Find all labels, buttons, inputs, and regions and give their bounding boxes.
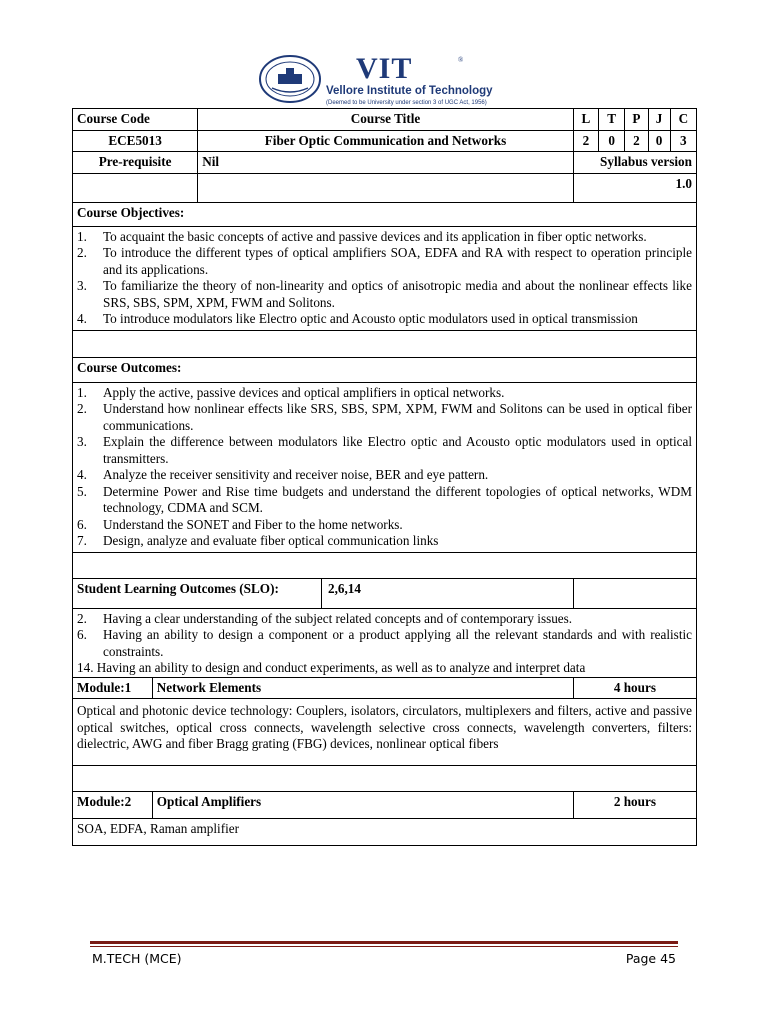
module2-title: Optical Amplifiers (152, 791, 573, 818)
item-text: Determine Power and Rise time budgets and understand the different topologies of optical networks, WDM technology, CDMA and SCM. (103, 483, 692, 515)
item-number: 14. (77, 660, 94, 675)
outcomes-list (77, 385, 692, 550)
item-text: To introduce the different types of optical amplifiers SOA, EDFA and RA with respect to operation principle and its applications. (103, 245, 692, 277)
list-item (77, 533, 692, 550)
empty-cell (73, 552, 697, 578)
list-item (77, 611, 692, 628)
module2-hours: 2 hours (573, 791, 696, 818)
spacer-row (73, 330, 697, 357)
item-text: To acquaint the basic concepts of active and passive devices and its application in fiber optic networks. (103, 228, 647, 244)
list-item (77, 484, 692, 517)
item-text: Analyze the receiver sensitivity and receiver noise, BER and eye pattern. (103, 467, 489, 482)
item-number: 5. (77, 483, 87, 499)
course-code: ECE5013 (73, 130, 198, 152)
spacer-row (73, 552, 697, 578)
empty-cell (73, 173, 198, 202)
slo-value: 2,6,14 (328, 580, 361, 596)
item-number: 2. (77, 610, 87, 626)
item-text: Having an ability to design and conduct experiments, as well as to analyze and interpret data (96, 660, 586, 675)
item-number: 4. (77, 467, 87, 482)
item-number: 6. (77, 516, 87, 532)
item-number: 1. (77, 228, 87, 244)
list-item (77, 401, 692, 434)
item-number: 1. (77, 384, 87, 400)
list-item (77, 245, 692, 278)
version-row (73, 173, 697, 202)
outcomes-row (73, 382, 697, 552)
prerequisite-value: Nil (198, 152, 574, 174)
c-value: 3 (670, 130, 696, 152)
module2-content: SOA, EDFA, Raman amplifier (73, 818, 697, 845)
empty-cell (73, 765, 697, 791)
outcomes-heading-row (73, 357, 697, 382)
item-number: 6. (77, 627, 87, 642)
empty-cell (198, 173, 574, 202)
course-title: Fiber Optic Communication and Networks (198, 130, 574, 152)
institute-name: Vellore Institute of Technology (326, 85, 493, 97)
item-text: Having an ability to design a component or a product applying all the relevant standards and with realistic constraints. (103, 627, 692, 659)
item-number: 2. (77, 401, 87, 416)
footer-page-number: Page 45 (625, 951, 676, 966)
slo-label: Student Learning Outcomes (SLO): (73, 579, 322, 608)
empty-cell (73, 330, 697, 357)
footer-rule (90, 941, 678, 944)
list-item (77, 660, 692, 677)
item-text: Explain the difference between modulators like Electro optic and Acousto optic modulators used in optical transmitters. (103, 434, 692, 466)
module2-label: Module:2 (73, 791, 153, 818)
logo-text: VIT (356, 52, 413, 85)
slo-row (73, 578, 697, 608)
empty-cell (573, 578, 696, 608)
course-row (73, 130, 697, 152)
item-number: 3. (77, 434, 87, 449)
item-text: Understand the SONET and Fiber to the home networks. (103, 516, 403, 532)
item-number: 7. (77, 533, 87, 548)
list-item (77, 278, 692, 311)
item-number: 3. (77, 278, 87, 293)
item-text: Understand how nonlinear effects like SRS, SBS, SPM, XPM, FWM and Solitons can be used in optical fiber communications. (103, 401, 692, 433)
module1-content-row (73, 699, 697, 766)
objectives-row (73, 226, 697, 330)
list-item (77, 467, 692, 484)
module1-label: Module:1 (73, 677, 153, 699)
deemed-note: (Deemed to be University under section 3 of UGC Act, 1956) (326, 100, 487, 106)
course-code-label: Course Code (73, 109, 198, 131)
j-label: J (648, 109, 670, 131)
module2-content-row (73, 818, 697, 845)
module1-header-row (73, 677, 697, 699)
slo-list (77, 611, 692, 677)
header-row (73, 109, 697, 131)
spacer-row (73, 765, 697, 791)
objectives-heading-row (73, 202, 697, 226)
list-item (77, 627, 692, 660)
l-label: L (573, 109, 598, 131)
prerequisite-label: Pre-requisite (73, 152, 198, 174)
list-item (77, 311, 692, 328)
course-objectives-heading: Course Objectives: (73, 202, 697, 226)
item-text: Apply the active, passive devices and optical amplifiers in optical networks. (103, 384, 505, 400)
t-label: T (599, 109, 625, 131)
list-item (77, 385, 692, 402)
page-header (0, 48, 768, 108)
item-number: 2. (77, 245, 87, 260)
j-value: 0 (648, 130, 670, 152)
footer-rule (90, 946, 678, 947)
list-item (77, 517, 692, 534)
module2-header-row (73, 791, 697, 818)
objectives-list (77, 229, 692, 328)
footer-program: M.TECH (MCE) (92, 951, 182, 966)
module1-content: Optical and photonic device technology: Couplers, isolators, circulators, multiplexers and filters, active and passive optical switches, optical cross connects, wavelength selective cross connects, wavelength converters, filters: dielectric, AWG and fiber Bragg grating (FBG) devices, nonlinear optical fibers (73, 699, 697, 766)
item-text: To introduce modulators like Electro optic and Acousto optic modulators used in optical transmission (103, 311, 638, 326)
vit-logo (326, 52, 526, 106)
item-text: Having a clear understanding of the subject related concepts and of contemporary issues. (103, 610, 573, 626)
course-title-label: Course Title (198, 109, 574, 131)
l-value: 2 (573, 130, 598, 152)
item-text: Design, analyze and evaluate fiber optical communication links (103, 533, 439, 548)
list-item (77, 434, 692, 467)
p-label: P (625, 109, 648, 131)
module1-hours: 4 hours (573, 677, 696, 699)
syllabus-version-value: 1.0 (573, 173, 696, 202)
p-value: 2 (625, 130, 648, 152)
list-item (77, 229, 692, 246)
syllabus-table (72, 108, 697, 846)
course-outcomes-heading: Course Outcomes: (73, 357, 697, 382)
registered-mark: ® (458, 56, 464, 64)
slo-list-row (73, 608, 697, 677)
item-text: To familiarize the theory of non-linearity and optics of anisotropic media and about the nonlinear effects like SRS, SBS, SPM, XPM, FWM and Solitons. (103, 278, 692, 310)
syllabus-version-label: Syllabus version (573, 152, 696, 174)
module1-title: Network Elements (152, 677, 573, 699)
item-number: 4. (77, 311, 87, 326)
prerequisite-row (73, 152, 697, 174)
c-label: C (670, 109, 696, 131)
t-value: 0 (599, 130, 625, 152)
vit-seal-icon (258, 54, 322, 104)
